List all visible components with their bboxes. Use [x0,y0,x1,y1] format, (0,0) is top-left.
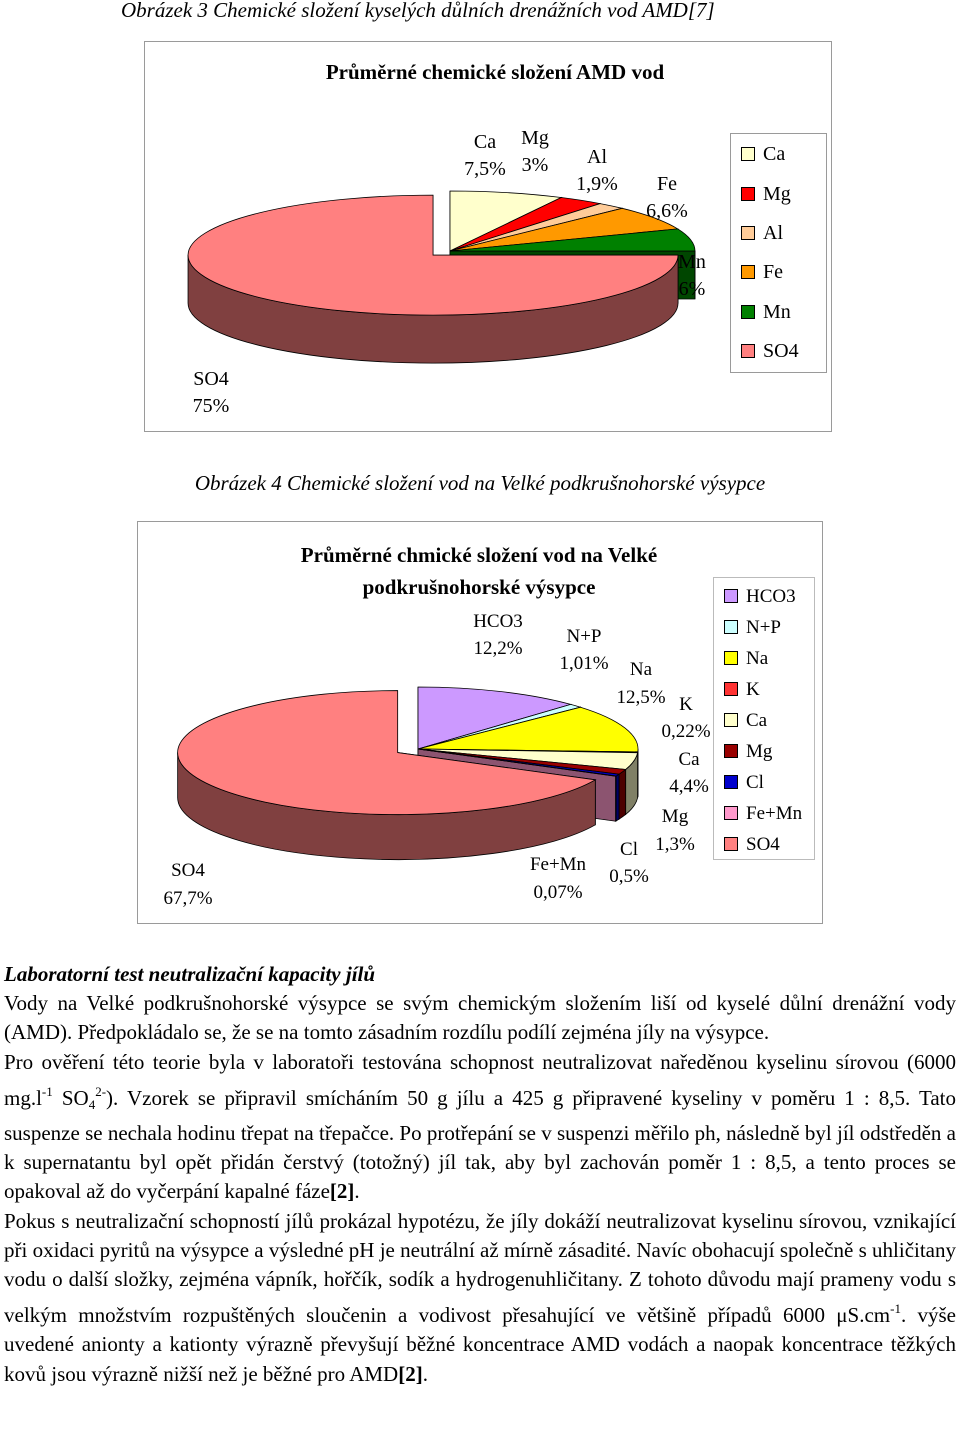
label-cl-value: 0,5% [609,866,649,887]
label-k-value: 0,22% [661,721,711,742]
legend-item-so4 [724,833,780,857]
legend-swatch [724,837,738,851]
legend-item-mg [724,740,772,764]
p3-text-b: . výše uvedené anionty a kationty výrazně převyšují běžné koncentrace AMD vodách a naopak koncentrace těžkých kovů jsou výrazně nižší než je běžné pro AMD [4,1303,956,1386]
legend-label: Mg [763,183,791,205]
legend-item-ca [741,142,785,166]
label-femn-value: 0,07% [533,882,583,903]
legend-swatch [724,744,738,758]
p2-sub: 4 [88,1096,96,1112]
label-k-name: K [679,694,693,715]
legend-label: K [746,679,760,700]
figure3-chart [144,41,832,432]
legend-label: Cl [746,772,764,793]
legend-item-k [724,678,760,702]
label-so4-name: SO4 [171,860,205,881]
legend-item-np [724,616,781,640]
figure3-legend [730,133,827,373]
legend-swatch [724,775,738,789]
figure4-legend [713,577,815,860]
legend-item-ca [724,709,767,733]
legend-label: N+P [746,617,782,638]
label-mn-value: 6% [678,278,706,300]
legend-item-mg [741,182,791,206]
label-na-value: 12,5% [616,687,666,708]
label-mg-name: Mg [661,806,689,827]
legend-label: Fe [763,261,783,283]
label-ca-name: Ca [473,131,497,153]
label-np-name: N+P [566,626,602,647]
p2-sup-2: 2- [95,1083,107,1099]
p2-text-b: SO [52,1085,89,1110]
legend-swatch [724,589,738,603]
p2-text-a: Pro ověření této teorie byla v laboratoři testována schopnost neutralizovat naředěnou kyselinu sírovou (6000 mg.l [4,1049,956,1110]
p2-sup-1: -1 [41,1083,53,1099]
pie-slice-side-mg [619,769,626,819]
legend-swatch [741,265,755,279]
figure4-chart [137,521,823,924]
label-so4-name: SO4 [193,368,229,390]
p2-end: . [354,1179,360,1204]
label-mn-name: Mn [678,251,706,273]
legend-swatch [741,147,755,161]
label-al-name: Al [587,146,607,168]
legend-swatch [741,344,755,358]
legend-label: SO4 [763,340,799,362]
legend-swatch [741,226,755,240]
legend-item-mn [741,300,791,324]
legend-item-cl [724,771,764,795]
label-so4-value: 67,7% [163,888,213,909]
legend-label: Mg [746,741,773,762]
figure4-caption: Obrázek 4 Chemické složení vod na Velké podkrušnohorské výsypce [194,471,766,495]
label-ca-name: Ca [678,749,700,770]
label-al-value: 1,9% [576,173,618,195]
legend-label: SO4 [746,834,780,855]
label-fe-value: 6,6% [646,200,688,222]
legend-swatch [741,305,755,319]
p3-text-a: Pokus s neutralizační schopností jílů prokázal hypotézu, že jíly dokáží neutralizovat kyselinu sírovou, vznikající při oxidaci pyritů na výsypce a výsledné pH je neutrální až mírně zásadité. Navíc obohacují společně s uhličitany vodu o další složky, zejména vápník, hořčík, sodík a hydrogenuhličitany. Z tohoto důvodu mají prameny vodu s velkým množstvím rozpuštěných sloučenin a vodivost přesahující ve většině případů 6000 μS.cm [4,1208,956,1328]
figure4-chart-title-line1: Průměrné chmické složení vod na Velké [300,543,658,567]
label-cl-name: Cl [620,839,638,860]
label-hco3-value: 12,2% [473,638,523,659]
label-mg-value: 3% [521,154,549,176]
body-text [4,960,956,1389]
legend-label: Mn [763,301,791,323]
legend-label: Al [763,222,783,244]
paragraph-1: Vody na Velké podkrušnohorské výsypce se svým chemickým složením liší od kyselé důlní drenážní vody (AMD). Předpokládalo se, že se na tomto zásadním rozdílu podílí zejména jíly na výsypce. [4,991,956,1045]
legend-swatch [724,713,738,727]
legend-label: HCO3 [746,586,796,607]
p3-sup: -1 [890,1301,901,1317]
legend-item-fe [741,260,783,284]
p3-reference: [2] [398,1361,423,1386]
label-np-value: 1,01% [559,653,609,674]
legend-swatch [724,651,738,665]
label-hco3-name: HCO3 [473,611,523,632]
legend-label: Ca [763,143,786,165]
label-mg-value: 1,3% [655,834,695,855]
label-fe-name: Fe [657,173,677,195]
legend-item-femn [724,802,802,826]
section-heading: Laboratorní test neutralizační kapacity jílů [4,962,376,986]
legend-swatch [724,620,738,634]
legend-label: Na [746,648,769,669]
legend-swatch [724,806,738,820]
figure3-caption: Obrázek 3 Chemické složení kyselých důlních drenážních vod AMD[7] [121,0,715,22]
label-ca-value: 4,4% [669,776,709,797]
figure3-chart-title: Průměrné chemické složení AMD vod [325,60,665,84]
label-femn-name: Fe+Mn [529,854,587,875]
label-na-name: Na [629,659,653,680]
legend-swatch [724,682,738,696]
figure4-chart-title-line2: podkrušnohorské výsypce [362,575,596,599]
legend-item-so4 [741,339,799,363]
legend-swatch [741,187,755,201]
label-ca-value: 7,5% [464,158,506,180]
legend-label: Fe+Mn [746,803,803,824]
p2-text-c: ). Vzorek se připravil smícháním 50 g jílu a 425 g připravené kyseliny v poměru 1 : 8,5. Tato suspenze se nechala hodinu třepat na třepačce. Po protřepání se v suspenzi měřilo ph, následně byl jíl odstředěn a k supernatantu byl opět přidán čerstvý (totožný) jíl tak, aby byl zachován poměr 1 : 8,5, a tento proces se opakoval až do vyčerpání kapalné fáze [4,1085,956,1204]
paragraph-3 [4,1207,956,1389]
label-mg-name: Mg [521,127,549,149]
p2-reference: [2] [329,1179,355,1204]
paragraph-2 [4,1048,956,1207]
legend-item-al [741,221,783,245]
legend-item-hco3 [724,585,796,609]
p3-end: . [422,1361,428,1386]
label-so4-value: 75% [192,395,230,417]
pie-slice-side-cl [616,774,619,821]
legend-item-na [724,647,768,671]
legend-label: Ca [746,710,768,731]
